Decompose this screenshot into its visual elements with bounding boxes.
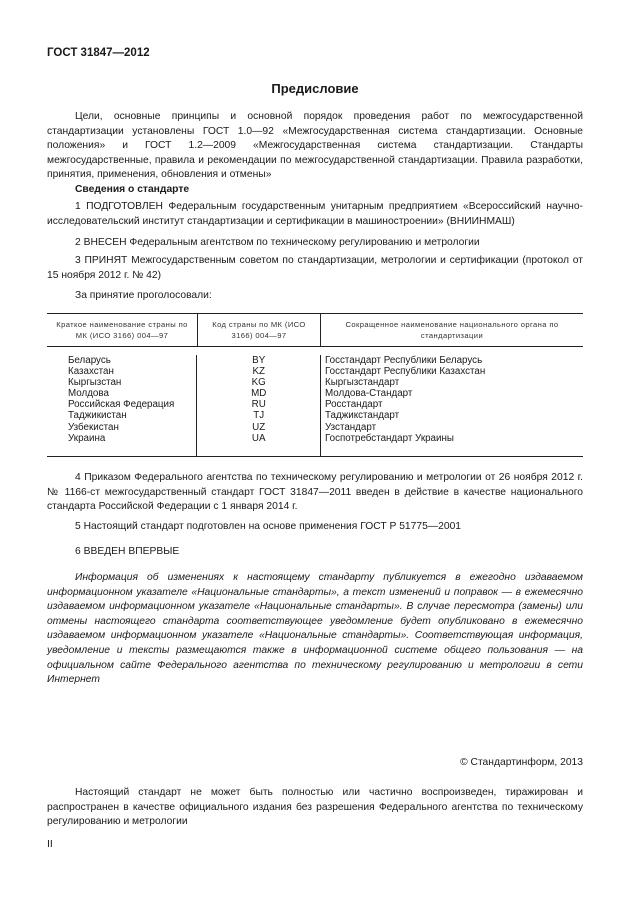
table-cell-body: Госпотребстандарт Украины <box>324 432 454 444</box>
page-title: Предисловие <box>271 81 359 96</box>
table-cell-code: UZ <box>252 421 266 433</box>
table-cell-country: Беларусь <box>68 355 111 366</box>
country-code-column <box>196 355 320 456</box>
table-cell-body: Госстандарт Республики Казахстан <box>324 366 486 378</box>
table-cell-body: Узстандарт <box>324 421 377 433</box>
intro-paragraph: Цели, основные принципы и основной порядок проведения работ по межгосударственной стандартизации установлены ГОСТ 1.0—92 «Межгосударственная система стандартизации. Основные положения» и ГОСТ 1.2—2009 «Межгосударственная система стандартизации. Стандарты межгосударственные, правила и рекомендации по межгосударственной стандартизации. Правила разработки, принятия, применения, обновления и отмены» <box>47 111 583 181</box>
country-name-column <box>47 355 196 456</box>
table-cell-body: Молдова-Стандарт <box>324 388 413 400</box>
table-body <box>47 347 583 457</box>
table-cell-country: Кыргызстан <box>68 377 122 389</box>
item-6-introduced-first: 6 ВВЕДЕН ВПЕРВЫЕ <box>75 546 180 557</box>
table-cell-country: Молдова <box>68 388 109 400</box>
copyright-line: © Стандартинформ, 2013 <box>460 757 583 768</box>
voted-label: За принятие проголосовали: <box>75 290 212 301</box>
table-cell-code: RU <box>251 399 266 411</box>
table-cell-code: MD <box>251 388 267 400</box>
item-2-introduced: 2 ВНЕСЕН Федеральным агентством по техническому регулированию и метрологии <box>75 237 480 248</box>
table-cell-code: UA <box>251 432 266 444</box>
changes-information: Информация об изменениях к настоящему стандарту публикуется в ежегодно издаваемом информационном указателе «Национальные стандарты», а текст изменений и поправок — в ежемесячно издаваемом информационном указателе «Национальные стандарты». В случае пересмотра (замены) или отмены настоящего стандарта соответствующее уведомление будет опубликовано в ежемесячно издаваемом информационном указателе «Национальные стандарты». Соответствующая информация, уведомление и тексты размещаются также в информационной системе общего пользования — на официальном сайте Федерального агентства по техническому регулированию и метрологии в сети Интернет <box>47 572 583 686</box>
header-country-name: Краткое наименование страны по МК (ИСО 3166) 004—97 <box>56 319 188 340</box>
table-cell-body: Госстандарт Республики Беларусь <box>324 355 483 366</box>
table-cell-country: Узбекистан <box>68 421 119 433</box>
table-cell-body: Таджикстандарт <box>324 410 400 422</box>
item-1-prepared: 1 ПОДГОТОВЛЕН Федеральным государственным унитарным предприятием «Всероссийский научно-исследовательский институт стандартизации и сертификации в машиностроении» (ВНИИНМАШ) <box>47 201 583 227</box>
table-cell-code: TJ <box>253 410 265 422</box>
standards-body-column <box>320 355 583 456</box>
voting-table <box>47 313 583 457</box>
table-cell-code: BY <box>252 355 266 366</box>
table-header-row <box>47 313 583 347</box>
item-4-order: 4 Приказом Федерального агентства по техническому регулированию и метрологии от 26 ноября 2012 г. № 1166-ст межгосударственный стандарт ГОСТ 31847—2011 введен в действие в качестве национального стандарта Российской Федерации с 1 января 2014 г. <box>47 472 583 513</box>
table-cell-code: KG <box>251 377 266 389</box>
item-3-adopted: 3 ПРИНЯТ Межгосударственным советом по стандартизации, метрологии и сертификации (протокол от 15 ноября 2012 г. № 42) <box>47 255 583 281</box>
item-5-basis: 5 Настоящий стандарт подготовлен на основе применения ГОСТ Р 51775—2001 <box>75 521 462 532</box>
reproduction-notice: Настоящий стандарт не может быть полностью или частично воспроизведен, тиражирован и распространен в качестве официального издания без разрешения Федерального агентства по техническому регулированию и метрологии <box>47 787 583 828</box>
document-code-header: ГОСТ 31847—2012 <box>47 47 150 59</box>
standard-info-heading: Сведения о стандарте <box>75 184 190 195</box>
table-cell-code: KZ <box>252 366 265 378</box>
table-cell-body: Росстандарт <box>324 399 383 411</box>
table-cell-country: Таджикистан <box>68 410 127 422</box>
header-country-code: Код страны по МК (ИСО 3166) 004—97 <box>197 314 320 346</box>
table-cell-country: Казахстан <box>68 366 114 378</box>
header-standards-body: Сокращенное наименование национального органа по стандартизации <box>320 314 583 346</box>
table-cell-country: Украина <box>68 432 106 444</box>
table-cell-country: Российская Федерация <box>68 399 175 411</box>
page-number: II <box>47 838 53 850</box>
table-cell-body: Кыргызстандарт <box>324 377 400 389</box>
